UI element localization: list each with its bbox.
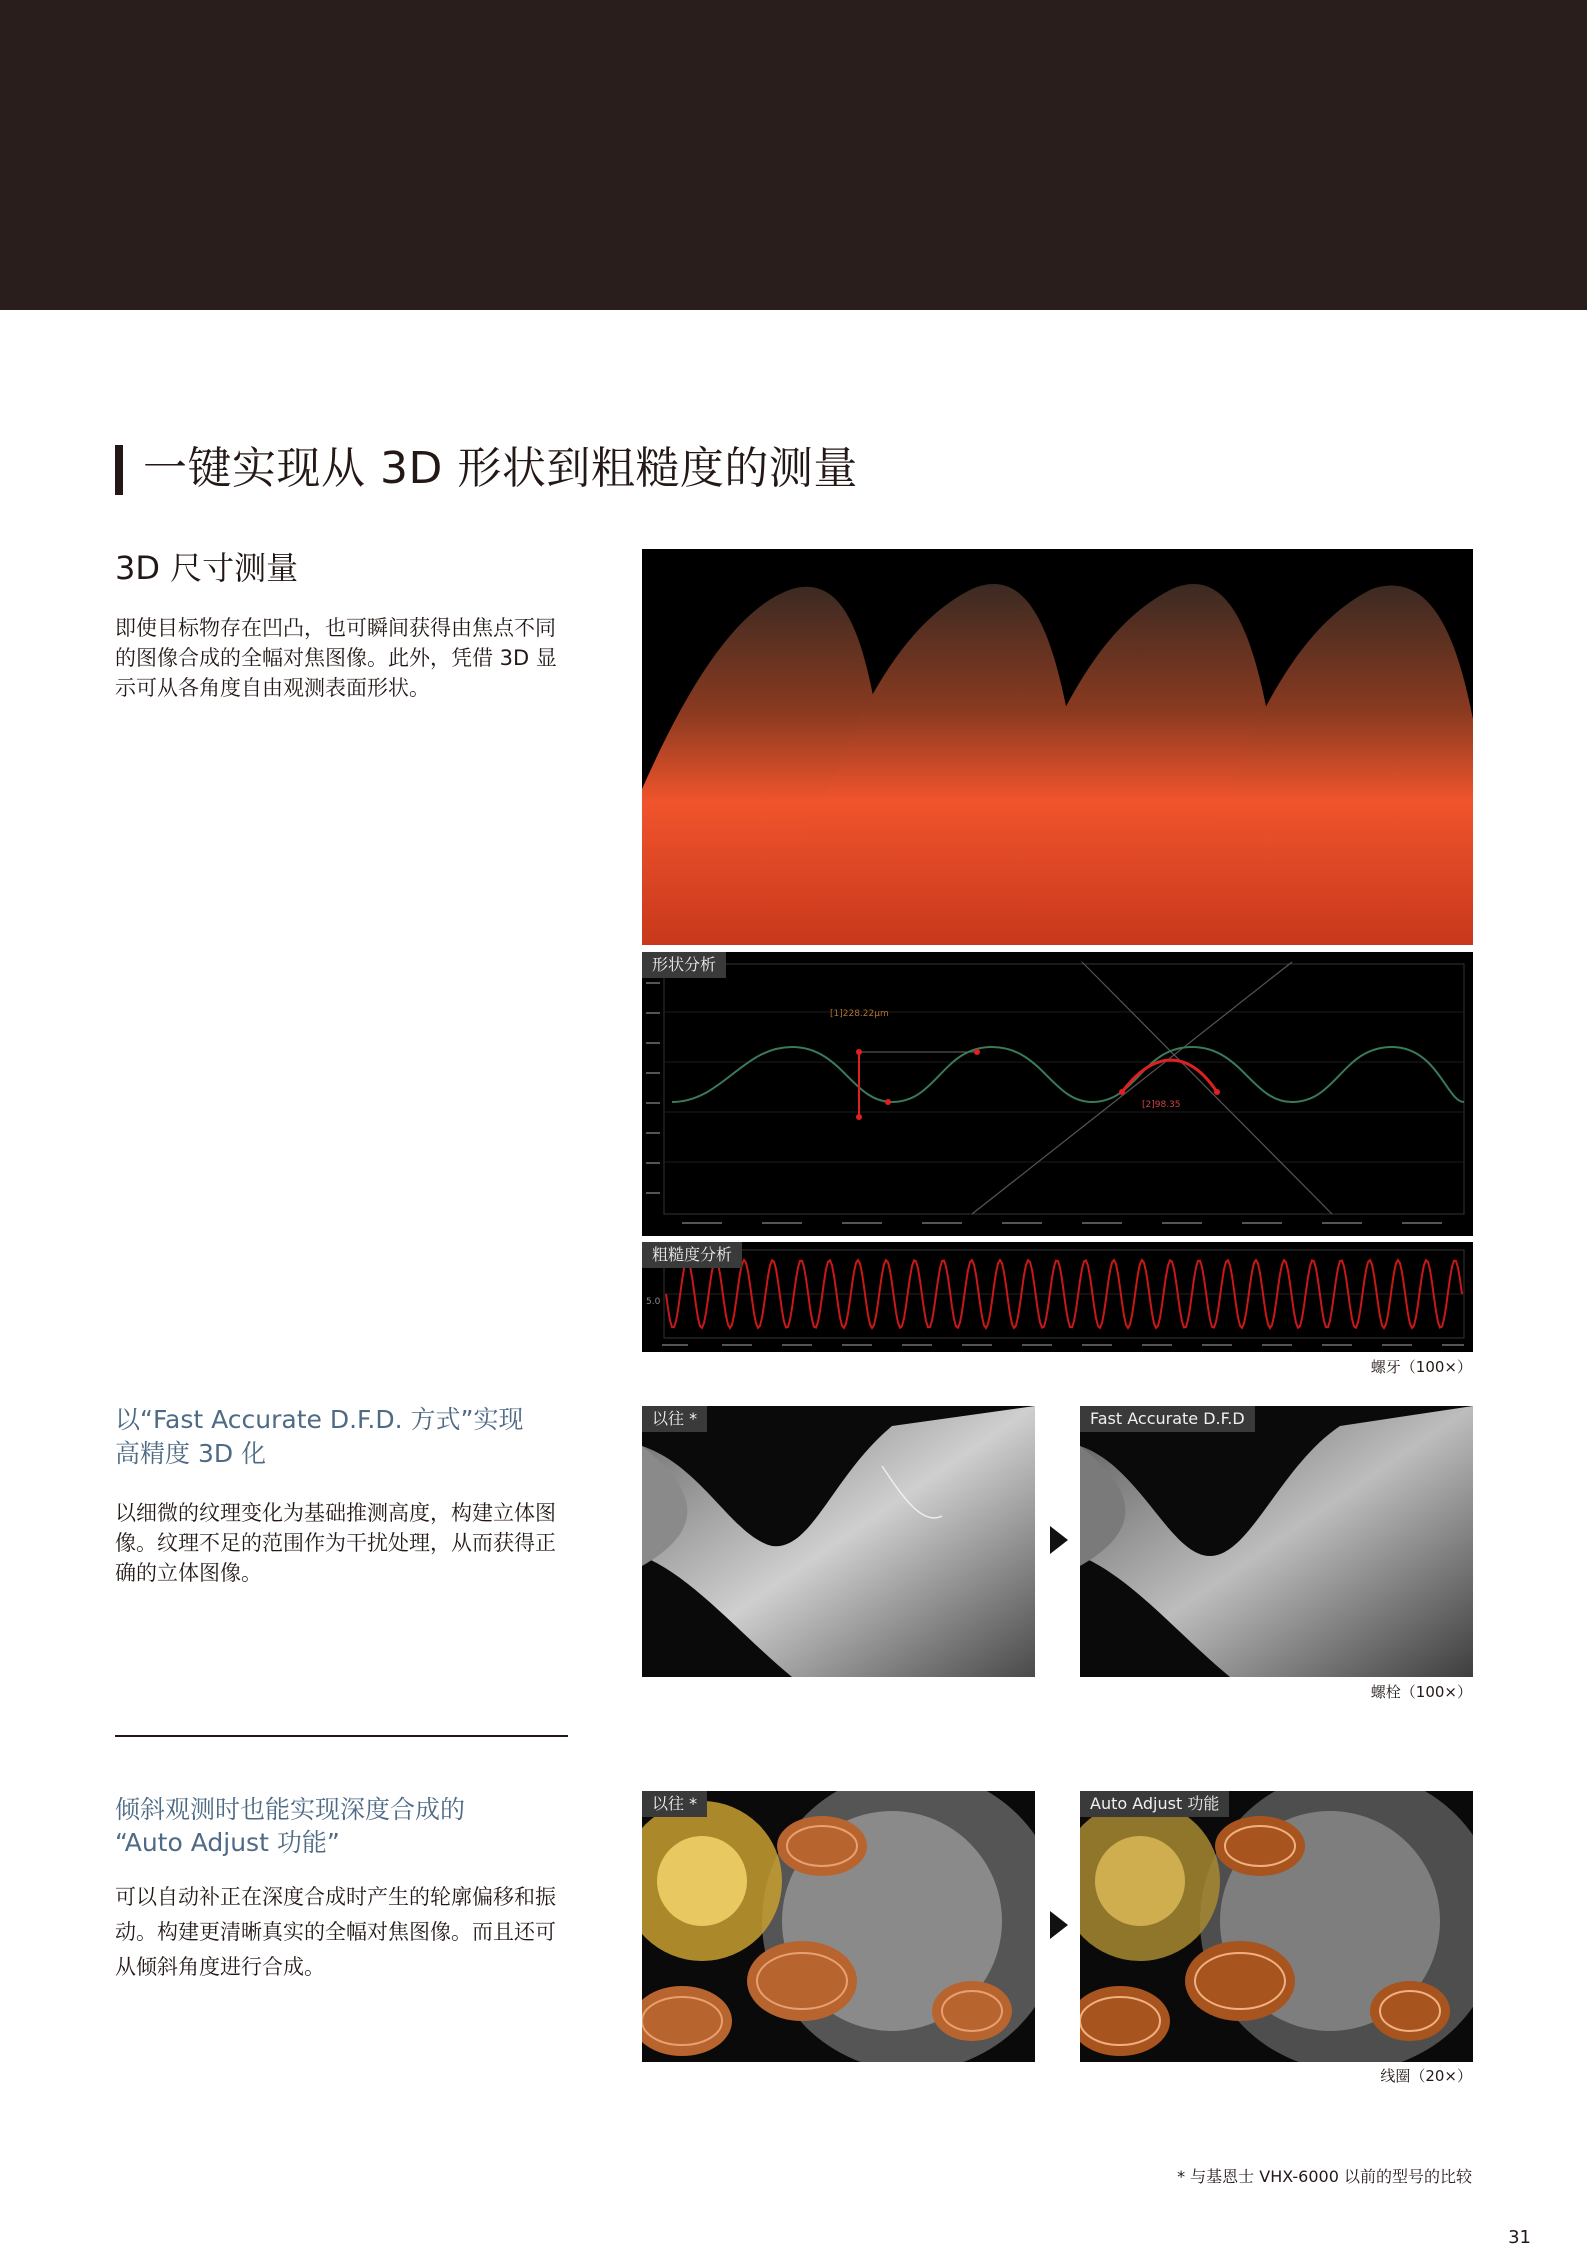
- screw-thread-3d-image: [642, 549, 1473, 945]
- section-divider: [115, 1735, 568, 1737]
- top-header-band: [0, 0, 1587, 310]
- page-number: 31: [1508, 2227, 1531, 2248]
- shape-analysis-label: 形状分析: [642, 952, 726, 978]
- footnote: * 与基恩士 VHX-6000 以前的型号的比较: [1177, 2167, 1472, 2186]
- coil-conventional-image: [642, 1791, 1035, 2062]
- shape-readout-1: [1]228.22μm: [830, 1009, 889, 1019]
- section2-caption: 螺栓（100×）: [1370, 1683, 1472, 1701]
- section3-caption: 线圈（20×）: [1380, 2067, 1472, 2085]
- section2-heading-line1: 以“Fast Accurate D.F.D. 方式”实现: [115, 1405, 524, 1434]
- comparison-arrow-icon: [1050, 1526, 1068, 1554]
- section3-body: 可以自动补正在深度合成时产生的轮廓偏移和振动。构建更清晰真实的全幅对焦图像。而且还可从倾斜角度进行合成。: [115, 1885, 556, 1979]
- bolt-conventional-image: [642, 1406, 1035, 1677]
- section3-heading-line1: 倾斜观测时也能实现深度合成的: [115, 1795, 466, 1824]
- section2-heading-line2: 高精度 3D 化: [115, 1439, 267, 1468]
- section1-caption: 螺牙（100×）: [1370, 1358, 1472, 1376]
- coil-auto-adjust-label: Auto Adjust 功能: [1080, 1791, 1229, 1817]
- shape-analysis-panel: [642, 952, 1473, 1236]
- section3-heading-line2: “Auto Adjust 功能”: [115, 1828, 340, 1857]
- title-accent-bar: [115, 445, 123, 495]
- shape-readout-2: [2]98.35: [1142, 1100, 1181, 1110]
- bolt-dfd-label: Fast Accurate D.F.D: [1080, 1406, 1255, 1432]
- roughness-analysis-panel: [642, 1242, 1473, 1352]
- section2-body: 以细微的纹理变化为基础推测高度，构建立体图像。纹理不足的范围作为干扰处理，从而获得正确的立体图像。: [115, 1501, 556, 1585]
- comparison-arrow-icon-2: [1050, 1911, 1068, 1939]
- roughness-y-label: 5.0: [646, 1297, 661, 1307]
- page-title: 一键实现从 3D 形状到粗糙度的测量: [143, 443, 858, 494]
- roughness-analysis-label: 粗糙度分析: [642, 1242, 742, 1268]
- bolt-dfd-image: [1080, 1406, 1473, 1677]
- coil-auto-adjust-image: [1080, 1791, 1473, 2062]
- section1-body: 即使目标物存在凹凸，也可瞬间获得由焦点不同的图像合成的全幅对焦图像。此外，凭借 3D 显示可从各角度自由观测表面形状。: [115, 616, 557, 700]
- bolt-conventional-label: 以往 *: [642, 1406, 707, 1432]
- section1-heading: 3D 尺寸测量: [115, 549, 299, 587]
- coil-conventional-label: 以往 *: [642, 1791, 707, 1817]
